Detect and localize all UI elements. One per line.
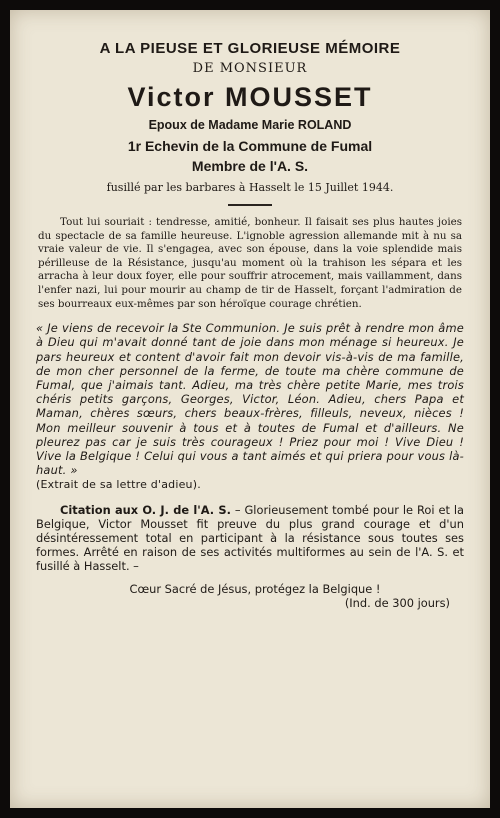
- card-content: [32, 38, 468, 610]
- citation-title: Citation aux O. J. de l'A. S.: [60, 502, 231, 517]
- citation-text: – Glorieusement tombé pour le Roi et la Belgique, Victor Mousset fit preuve du plus grand courage et d'un désintéressement total en participant à la résistance sous toutes ses formes. Arrêté en raison de ses activités multiformes au sein de l'A. S. et fusillé à Hasselt. –: [36, 502, 464, 574]
- biography-paragraph: Tout lui souriait : tendresse, amitié, bonheur. Il faisait ses plus hautes joies du spectacle de sa famille heureuse. L'ignoble agression allemande mit à nu sa vraie valeur de vie. Il s'engagea, avec son épouse, dans la voie splendide mais périlleuse de la Résistance, jusqu'au moment où la trahison les sépara et les arracha à leur doux foyer, elle pour souffrir atrocement, mais vaillamment, dans l'enfer nazi, lui pour mourir au champ de tir de Hasselt, forçant l'admiration de ses bourreaux eux-mêmes par son héroïque courage chrétien.: [38, 216, 462, 310]
- citation-block: [36, 503, 464, 574]
- deceased-name: Victor MOUSSET: [127, 82, 373, 112]
- farewell-letter-text: « Je viens de recevoir la Ste Communion. Je suis prêt à rendre mon âme à Dieu qui m'avait donné tant de joie dans mon ménage si heureux. Je pars heureux et content d'avoir fait mon devoir vis-à-vis de ma famille, de mon cher personnel de la ferme, de toute ma chère commune de Fumal, que j'aimais tant. Adieu, ma très chère petite Marie, mes trois chéris petits garçons, Georges, Victor, Léon. Adieu, chers Papa et Maman, chères sœurs, chers beaux-frères, filleuls, neveux, nièces ! Mon meilleur souvenir à tous et à toutes de Fumal et d'ailleurs. Ne pleurez pas car je suis très courageux ! Priez pour moi ! Vive Dieu ! Vive la Belgique ! Celui qui vous a tant aimés et qui priera pour vous là-haut. »: [36, 321, 464, 478]
- memorial-heading: A LA PIEUSE ET GLORIEUSE MÉMOIRE: [99, 40, 401, 57]
- memorial-card: [10, 10, 490, 808]
- letter-source: (Extrait de sa lettre d'adieu).: [36, 478, 201, 492]
- spouse-line: Epoux de Madame Marie ROLAND: [148, 118, 352, 132]
- indulgence-note: (Ind. de 300 jours): [344, 595, 450, 610]
- role-alderman: 1r Echevin de la Commune de Fumal: [127, 138, 373, 154]
- divider-rule: [228, 204, 272, 206]
- farewell-letter-quote: [36, 321, 464, 492]
- execution-line: fusillé par les barbares à Hasselt le 15 Juillet 1944.: [106, 181, 394, 194]
- monsieur-label: DE MONSIEUR: [192, 61, 308, 76]
- role-member: Membre de l'A. S.: [191, 158, 309, 174]
- prayer-text: Cœur Sacré de Jésus, protégez la Belgique !: [129, 581, 381, 596]
- prayer-block: [36, 582, 464, 610]
